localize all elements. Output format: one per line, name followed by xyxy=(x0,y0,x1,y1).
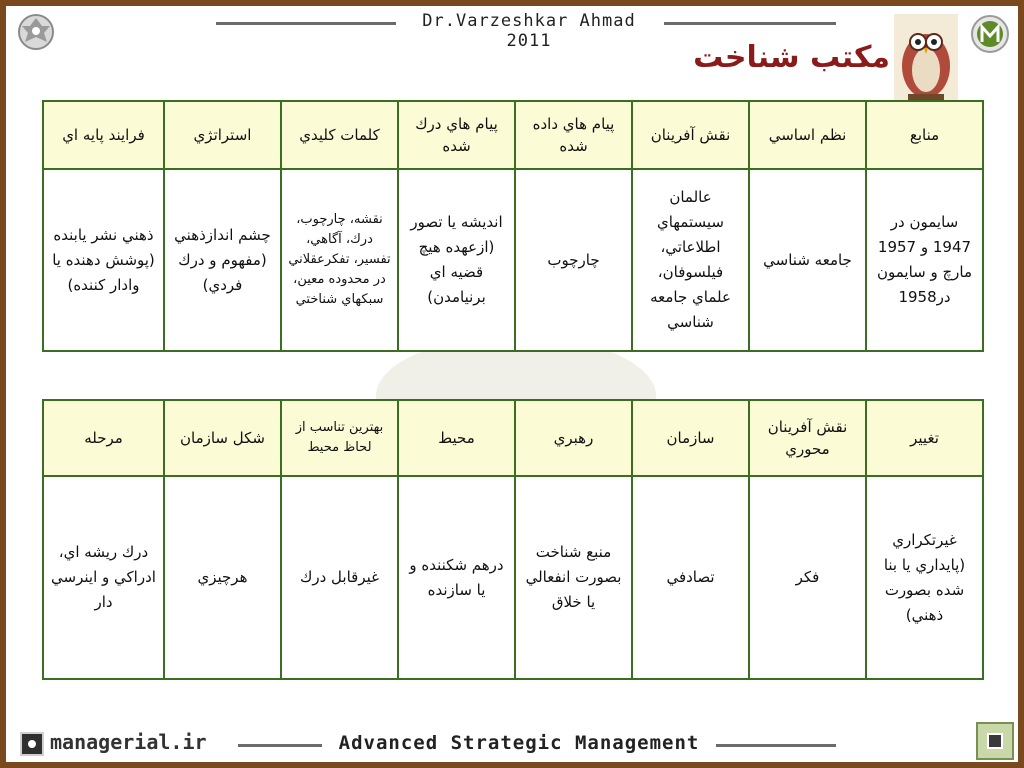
header-cell: كلمات كليدي xyxy=(281,101,398,169)
table-cell: هرچيزي xyxy=(164,476,281,679)
cognitive-school-table-1 xyxy=(42,100,984,352)
table-header-row xyxy=(43,400,983,476)
slide xyxy=(6,6,1018,762)
header-rule-right xyxy=(664,22,836,25)
footer-course-title: Advanced Strategic Management xyxy=(338,732,700,754)
table-row xyxy=(43,169,983,351)
table-cell: ذهني نشر يابنده (پوشش دهنده يا وادار كننده) xyxy=(43,169,164,351)
header-cell: پيام هاي درك شده xyxy=(398,101,515,169)
table-cell: عالمان سيستمهاي اطلاعاتي، فيلسوفان، علماي جامعه شناسي xyxy=(632,169,749,351)
footer-rule-left xyxy=(238,744,322,747)
table-cell: نقشه، چارچوب، درك، آگاهي، تفسير، تفكرعقلاني در محدوده معين، سبكهاي شناختي xyxy=(281,169,398,351)
header-cell: نقش آفرينان xyxy=(632,101,749,169)
table-cell: غيرتكراري (پايداري يا بنا شده بصورت ذهني) xyxy=(866,476,983,679)
table-cell: چشم اندازذهني (مفهوم و درك فردي) xyxy=(164,169,281,351)
header-cell: سازمان xyxy=(632,400,749,476)
cognitive-school-table-2 xyxy=(42,399,984,680)
header-cell: تغيير xyxy=(866,400,983,476)
table-cell: جامعه شناسي xyxy=(749,169,866,351)
header-cell: مرحله xyxy=(43,400,164,476)
table-cell: درك ريشه اي، ادراكي و اينرسي دار xyxy=(43,476,164,679)
table-cell: چارچوب xyxy=(515,169,632,351)
table-cell: منبع شناخت بصورت انفعالي يا خلاق xyxy=(515,476,632,679)
footer-corner-icon xyxy=(976,722,1014,760)
brand-square-icon xyxy=(20,732,44,756)
table-cell: درهم شكننده و يا سازنده xyxy=(398,476,515,679)
m-badge-icon xyxy=(970,14,1010,54)
header-cell: فرايند پايه اي xyxy=(43,101,164,169)
footer-brand-text: managerial.ir xyxy=(50,730,207,754)
header-cell: نظم اساسي xyxy=(749,101,866,169)
header-cell: پيام هاي داده شده xyxy=(515,101,632,169)
header-cell: رهبري xyxy=(515,400,632,476)
page-title: مکتب شناخت xyxy=(693,40,890,75)
table-cell: انديشه يا تصور (ازعهده هيچ قضيه اي برنيامدن) xyxy=(398,169,515,351)
header-cell: نقش آفرينان محوري xyxy=(749,400,866,476)
header-cell: استراتژي xyxy=(164,101,281,169)
header-cell: محيط xyxy=(398,400,515,476)
emblem-icon xyxy=(16,12,56,52)
table-cell: فكر xyxy=(749,476,866,679)
footer-rule-right xyxy=(716,744,836,747)
table-cell: تصادفي xyxy=(632,476,749,679)
table-cell: سايمون در 1947 و 1957 مارچ و سايمون در1958 xyxy=(866,169,983,351)
header-rule-left xyxy=(216,22,396,25)
footer-brand-block xyxy=(14,728,234,756)
table-row xyxy=(43,476,983,679)
table-header-row xyxy=(43,101,983,169)
header-cell: شكل سازمان xyxy=(164,400,281,476)
owl-icon xyxy=(894,14,958,102)
header-cell: بهترين تناسب از لحاظ محيط xyxy=(281,400,398,476)
table-cell: غيرقابل درك xyxy=(281,476,398,679)
header-bar xyxy=(216,10,836,51)
author-title: Dr.Varzeshkar Ahmad 2011 xyxy=(422,11,636,51)
header-cell: منابع xyxy=(866,101,983,169)
